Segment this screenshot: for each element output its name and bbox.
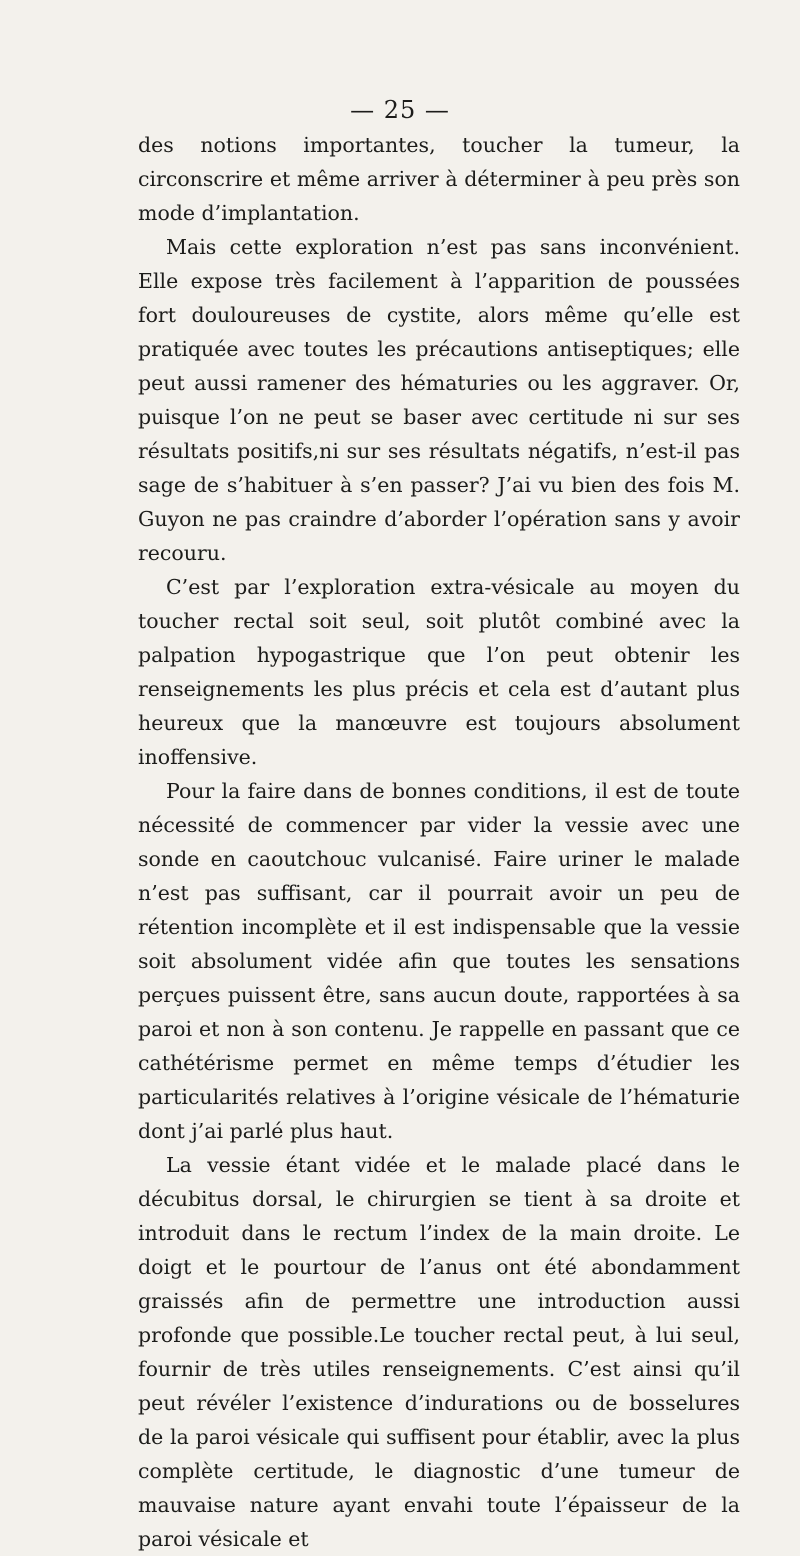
page-number: — 25 — xyxy=(350,96,450,124)
paragraph-4: Pour la faire dans de bonnes conditions, il est de toute nécessité de commencer par vider la vessie avec une sonde en caoutchouc vulcanisé. Faire uriner le malade n’est pas suffisant, car il pourrait avoir un peu de rétention incomplète et il est indispensable que la vessie soit absolument vidée afin que toutes les sensations perçues puissent être, sans aucun doute, rapportées à sa paroi et non à son contenu. Je rappelle en passant que ce cathétérisme permet en même temps d’étudier les particularités relatives à l’origine vésicale de l’hématurie dont j’ai parlé plus haut. xyxy=(138,779,740,1143)
paragraph-5: La vessie étant vidée et le malade placé dans le décubitus dorsal, le chirurgien se tient à sa droite et introduit dans le rectum l’index de la main droite. Le doigt et le pourtour de l’anus ont été abondamment graissés afin de permettre une introduction aussi profonde que possible.Le toucher rectal peut, à lui seul, fournir de très utiles renseignements. C’est ainsi qu’il peut révéler l’existence d’indurations ou de bosselures de la paroi vésicale qui suffisent pour établir, avec la plus complète certitude, le diagnostic d’une tumeur de mauvaise nature ayant envahi toute l’épaisseur de la paroi vésicale et xyxy=(138,1153,740,1551)
paragraph-1: des notions importantes, toucher la tumeur, la circonscrire et même arriver à déterminer à peu près son mode d’implantation. xyxy=(138,133,740,225)
body-text xyxy=(138,128,740,1556)
paragraph-2: Mais cette exploration n’est pas sans inconvénient. Elle expose très facilement à l’apparition de poussées fort douloureuses de cystite, alors même qu’elle est pratiquée avec toutes les précautions antiseptiques; elle peut aussi ramener des hématuries ou les aggraver. Or, puisque l’on ne peut se baser avec certitude ni sur ses résultats positifs,ni sur ses résultats négatifs, n’est-il pas sage de s’habituer à s’en passer? J’ai vu bien des fois M. Guyon ne pas craindre d’aborder l’opération sans y avoir recouru. xyxy=(138,235,740,565)
paragraph-3: C’est par l’exploration extra-vésicale au moyen du toucher rectal soit seul, soit plutôt combiné avec la palpation hypogastrique que l’on peut obtenir les renseignements les plus précis et cela est d’autant plus heureux que la manœuvre est toujours absolument inoffensive. xyxy=(138,575,740,769)
